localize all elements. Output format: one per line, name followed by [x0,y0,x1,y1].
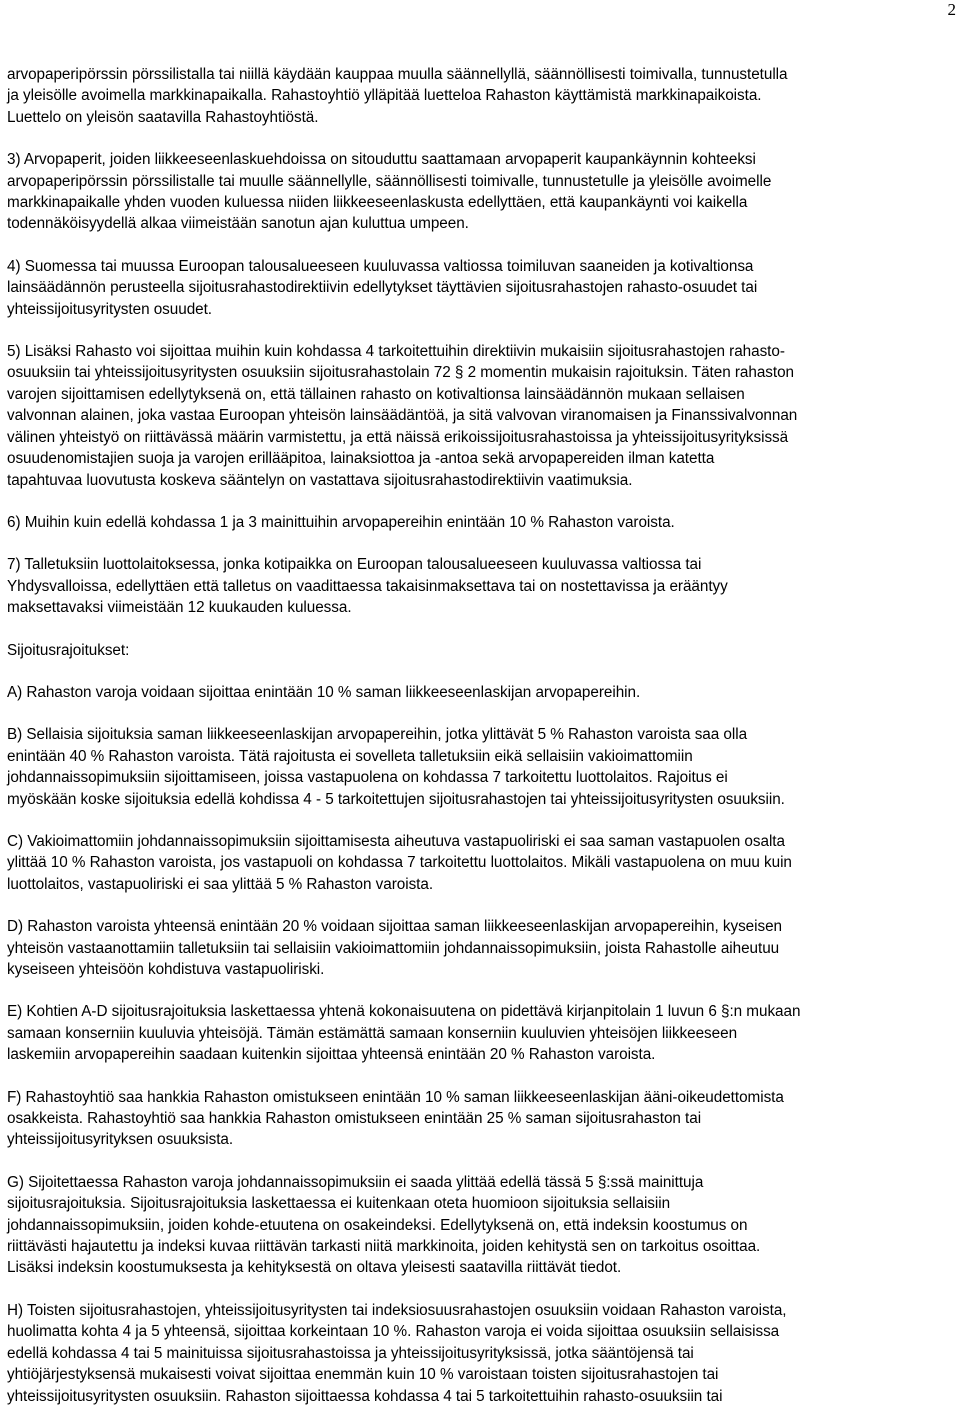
text-line: huolimatta kohta 4 ja 5 yhteensä, sijoittaa korkeintaan 10 %. Rahaston varoja ei voida sijoittaa osuuksiin sellaisissa [7,1323,780,1341]
text-line: tapahtuvaa luovutusta koskeva sääntelyn on vastattava sijoitusrahastodirektiivin vaatimuksia. [7,471,633,489]
text-line: lainsäädännön perusteella sijoitusrahastodirektiivin edellytykset täyttävien sijoitusrahastojen rahasto-osuudet tai [7,279,758,297]
text-line: enintään 40 % Rahaston varoista. Tätä rajoitusta ei sovelleta talletuksiin eikä sellaisiin vakioimattomiin [7,747,693,765]
text-line: 5) Lisäksi Rahasto voi sijoittaa muihin kuin kohdassa 4 tarkoitettuihin direktiivin mukaisiin sijoitusrahastojen rahasto- [7,343,785,361]
paragraph-item-f [7,1087,955,1151]
text-line: E) Kohtien A-D sijoitusrajoituksia laskettaessa yhtenä kokonaisuutena on pidettävä kirjanpitolain 1 luvun 6 §:n mukaan [7,1003,801,1021]
paragraph-item-5 [7,341,955,491]
text-line: G) Sijoitettaessa Rahaston varoja johdannaissopimuksiin ei saada ylittää edellä tässä 5 §:ssä mainittuja [7,1173,704,1191]
text-line: yhteissijoitusyritysten osuuksiin. Rahaston sijoittaessa kohdassa 4 tai 5 tarkoitettuihin rahasto-osuuksiin tai [7,1387,723,1405]
paragraph-item-e [7,1001,955,1065]
paragraph-item-3 [7,149,955,235]
text-line: johdannaissopimuksiin, joiden kohde-etuutena on osakeindeksi. Edellytyksenä on, että indeksin koostumus on [7,1216,748,1234]
text-line: yhteissijoitusyritysten osuudet. [7,300,213,318]
text-line: todennäköisyydellä alkaa viimeistään sanotun ajan kuluttua umpeen. [7,215,469,233]
text-line: D) Rahaston varoista yhteensä enintään 20 % voidaan sijoittaa saman liikkeeseenlaskijan arvopapereihin, kyseisen [7,918,782,936]
text-line: johdannaissopimuksiin sijoittamiseen, joissa vastapuolena on kohdassa 7 tarkoitettu luottolaitos. Rajoitus ei [7,769,728,787]
paragraph-item-6 [7,512,955,533]
text-line: edellä kohdassa 4 tai 5 mainituissa sijoitusrahastoissa ja yhteissijoitusyrityksissä, jotka sääntöjensä tai [7,1344,694,1362]
text-line: A) Rahaston varoja voidaan sijoittaa enintään 10 % saman liikkeeseenlaskijan arvopapereihin. [7,683,641,701]
text-line: markkinapaikalle yhden vuoden kuluessa niiden liikkeeseenlaskusta edellyttäen, että kaupankäynti voi kaikella [7,194,748,212]
text-line: luottolaitos, vastapuoliriski ei saa ylittää 5 % Rahaston varoista. [7,875,434,893]
text-line: C) Vakioimattomiin johdannaissopimuksiin sijoittamisesta aiheutuva vastapuoliriski ei saa saman vastapuolen osalta [7,832,785,850]
text-line: 7) Talletuksiin luottolaitoksessa, jonka kotipaikka on Euroopan talousalueeseen kuuluvassa valtiossa tai [7,556,702,574]
paragraph-item-4 [7,256,955,320]
text-line: kyseiseen yhteisöön kohdistuva vastapuoliriski. [7,961,325,978]
text-line: 3) Arvopaperit, joiden liikkeeseenlaskuehdoissa on sitouduttu saattamaan arvopaperit kaupankäynnin kohteeksi [7,151,756,169]
text-line: ylittää 10 % Rahaston varoista, jos vastapuoli on kohdassa 7 tarkoitettu luottolaitos. Mikäli vastapuolena on muu kuin [7,854,792,872]
text-line: osakkeista. Rahastoyhtiö saa hankkia Rahaston omistukseen enintään 25 % saman sijoitusrahaston tai [7,1110,702,1128]
text-line: ja yleisölle avoimella markkinapaikalla. Rahastoyhtiö ylläpitää luetteloa Rahaston käyttämistä markkinapaikoista. [7,87,762,105]
text-line: valvonnan alainen, joka vastaa Euroopan yhteisön lainsäädäntöä, ja sitä valvovan viranomaisen ja Finanssivalvonnan [7,407,798,425]
text-line: Luettelo on yleisön saatavilla Rahastoyhtiöstä. [7,108,319,126]
text-line: yhteissijoitusyrityksen osuuksista. [7,1131,234,1149]
text-line: H) Toisten sijoitusrahastojen, yhteissijoitusyritysten tai indeksiosuusrahastojen osuuksiin voidaan Rahaston varoista, [7,1301,787,1319]
text-line: maksettavaksi viimeistään 12 kuukauden kuluessa. [7,599,352,617]
text-line: 6) Muihin kuin edellä kohdassa 1 ja 3 mainittuihin arvopapereihin enintään 10 % Rahaston varoista. [7,513,675,531]
text-line: F) Rahastoyhtiö saa hankkia Rahaston omistukseen enintään 10 % saman liikkeeseenlaskijan ääni-oikeudettomista [7,1088,784,1106]
text-line: Sijoitusrajoitukset: [7,641,130,659]
paragraph-intro [7,64,955,128]
paragraph-item-g [7,1172,955,1279]
text-line: välinen yhteistyö on riittävässä määrin varmistettu, ja että näissä erikoissijoitusrahastoissa ja yhteissijoitusyrityksissä [7,428,789,446]
paragraph-heading-restrictions [7,640,955,661]
text-line: arvopaperipörssin pörssilistalla tai niillä käydään kauppaa muulla säännellyllä, säännöllisesti toimivalla, tunnustetulla [7,66,788,83]
text-line: laskemiin arvopapereihin saadaan kuitenkin sijoittaa yhteensä enintään 20 % Rahaston varoista. [7,1046,656,1064]
text-line: 4) Suomessa tai muussa Euroopan talousalueeseen kuuluvassa valtiossa toimiluvan saaneiden ja kotivaltionsa [7,257,754,275]
text-line: varojen sijoittamisen edellytyksenä on, että tällainen rahasto on kotivaltionsa lainsäädännön mukaan sellaisen [7,385,745,403]
text-line: yhtiöjärjestyksensä mukaisesti voivat sijoittaa enemmän kuin 10 % varoistaan toisten sijoitusrahastojen tai [7,1366,719,1384]
document-body [7,64,955,1428]
text-line: Lisäksi indeksin koostumuksesta ja kehityksestä on oltava yleisesti saatavilla riittävät tiedot. [7,1259,622,1277]
text-line: Yhdysvalloissa, edellyttäen että talletus on vaadittaessa takaisinmaksettava tai on nostettavissa ja erääntyy [7,577,728,595]
paragraph-item-7 [7,554,955,618]
text-line: riittävästi hajautettu ja indeksi kuvaa riittävän tarkasti niitä markkinoita, joiden kehitystä sen on tarkoitus osoittaa. [7,1238,761,1256]
text-line: yhteisön vastaanottamiin talletuksiin tai sellaisiin vakioimattomiin johdannaissopimuksiin, joista Rahastolle aiheutuu [7,939,780,957]
text-line: sijoitusrajoituksia. Sijoitusrajoituksia laskettaessa ei kuitenkaan oteta huomioon sijoituksia sellaisiin [7,1195,671,1213]
text-line: arvopaperipörssin pörssilistalle tai muulle säännellylle, säännöllisesti toimivalle, tunnustetulle ja yleisölle avoimelle [7,172,772,190]
paragraph-item-c [7,831,955,895]
text-line: osuuksiin tai yhteissijoitusyritysten osuuksiin sijoitusrahastolain 72 § 2 momentin mukaisin rajoituksin. Täten rahaston [7,364,794,382]
paragraph-item-d [7,916,955,980]
page-number: 2 [947,0,956,19]
text-line: samaan konserniin kuuluvia yhteisöjä. Tämän estämättä samaan konserniin kuuluvien yhteisöjen liikkeeseen [7,1024,738,1042]
text-line: B) Sellaisia sijoituksia saman liikkeeseenlaskijan arvopapereihin, jotka ylittävät 5 % Rahaston varoista saa olla [7,726,748,744]
paragraph-item-b [7,724,955,810]
paragraph-item-h [7,1300,955,1407]
paragraph-item-a [7,682,955,703]
text-line: myöskään koske sijoituksia edellä kohdissa 4 - 5 tarkoitettujen sijoitusrahastojen tai yhteissijoitusyritysten osuuksiin. [7,790,785,808]
text-line: osuudenomistajien suoja ja varojen erillääpitoa, lainaksiottoa ja -antoa sekä arvopapereiden ilman katetta [7,450,715,468]
